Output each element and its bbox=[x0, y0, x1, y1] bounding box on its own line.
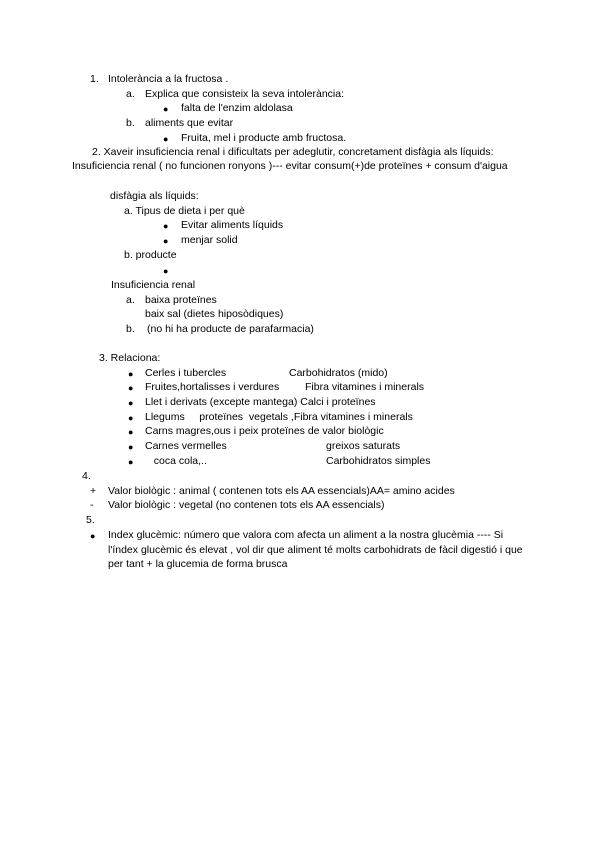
q2-ins-b: (no hi ha producte de parafarmacia) bbox=[147, 323, 314, 335]
bullet-icon: ● bbox=[128, 398, 134, 408]
bullet-icon: ● bbox=[163, 221, 169, 231]
bullet-icon: ● bbox=[163, 236, 169, 246]
q2-line1: Insuficiencia renal ( no funcionen ronyons )--- evitar consum(+)de proteïnes + consum d'aigua bbox=[72, 160, 508, 172]
q2-disfagia: disfàgia als líquids: bbox=[110, 190, 199, 202]
q3-row-left: Cerles i tubercles bbox=[145, 367, 227, 379]
q2-ins-a-label: a. bbox=[126, 294, 135, 306]
q4-line1: Valor biològic : animal ( contenen tots els AA essencials)AA= amino acides bbox=[108, 485, 455, 497]
q2-a-bullet-1: Evitar aliments líquids bbox=[181, 219, 284, 231]
bullet-icon: ● bbox=[163, 104, 169, 114]
q2-title: 2. Xaveir insuficiencia renal i dificultats per adeglutir, concretament disfàgia als líquids: bbox=[92, 146, 494, 158]
q1-b-bullet-text: Fruita, mel i producte amb fructosa. bbox=[181, 132, 347, 144]
q1-a-text: Explica que consisteix la seva intolerància: bbox=[145, 88, 345, 100]
q3-row-left: Llegums proteïnes vegetals ,Fibra vitamines i minerals bbox=[145, 411, 413, 423]
q1-a-label: a. bbox=[126, 88, 135, 100]
q3-row-right: Carbohidratos (mido) bbox=[289, 367, 388, 379]
q3-row-left: Carnes vermelles bbox=[145, 440, 227, 452]
q1-a-bullet-text: falta de l'enzim aldolasa bbox=[181, 102, 293, 114]
q1-title: Intolerància a la fructosa . bbox=[108, 73, 229, 85]
bullet-icon: ● bbox=[163, 266, 169, 276]
q3-row-left: Carns magres,ous i peix proteïnes de valor biològic bbox=[145, 425, 384, 437]
q2-ins-a1: baixa proteïnes bbox=[145, 294, 217, 306]
q1-b-text: aliments que evitar bbox=[145, 117, 234, 129]
q4-number: 4. bbox=[82, 470, 91, 482]
q2-ins-b-label: b. bbox=[126, 323, 135, 335]
q3-title: 3. Relaciona: bbox=[99, 352, 161, 364]
q1-b-label: b. bbox=[126, 117, 135, 129]
q3-row-right: Fibra vitamines i minerals bbox=[305, 381, 425, 393]
bullet-icon: ● bbox=[128, 369, 134, 379]
q4-line2: Valor biològic : vegetal (no contenen tots els AA essencials) bbox=[108, 499, 385, 511]
q3-row-right: Carbohidratos simples bbox=[326, 455, 431, 467]
q3-row-left: Fruites,hortalisses i verdures bbox=[145, 381, 280, 393]
bullet-icon: ● bbox=[128, 457, 134, 467]
q3-row-right: greixos saturats bbox=[326, 440, 401, 452]
q5-number: 5. bbox=[86, 514, 95, 526]
bullet-icon: ● bbox=[163, 134, 169, 144]
minus-marker: - bbox=[90, 499, 94, 511]
q2-a: a. Tipus de dieta i per què bbox=[124, 205, 245, 217]
bullet-icon: ● bbox=[128, 413, 134, 423]
q2-b: b. producte bbox=[124, 249, 177, 261]
q2-insuficiencia: Insuficiencia renal bbox=[111, 279, 196, 291]
plus-marker: + bbox=[90, 485, 97, 497]
q1-number: 1. bbox=[90, 73, 99, 85]
bullet-icon: ● bbox=[128, 442, 134, 452]
q2-a-bullet-2: menjar solid bbox=[181, 234, 238, 246]
bullet-icon: ● bbox=[128, 383, 134, 393]
q5-text: Index glucèmic: número que valora com afecta un aliment a la nostra glucèmia ---- Si l'índex glucèmic és elevat , vol dir que aliment té molts carbohidrats de fàcil digestió i que per tant + la glucemia de forma brusca bbox=[108, 529, 523, 570]
q2-ins-a2: baix sal (dietes hiposòdiques) bbox=[145, 308, 284, 320]
bullet-icon: ● bbox=[128, 427, 134, 437]
q3-row-left: coca cola,.. bbox=[145, 455, 207, 467]
q3-row-left: Llet i derivats (excepte mantega) Calci i proteïnes bbox=[145, 396, 376, 408]
bullet-icon: ● bbox=[90, 531, 96, 541]
